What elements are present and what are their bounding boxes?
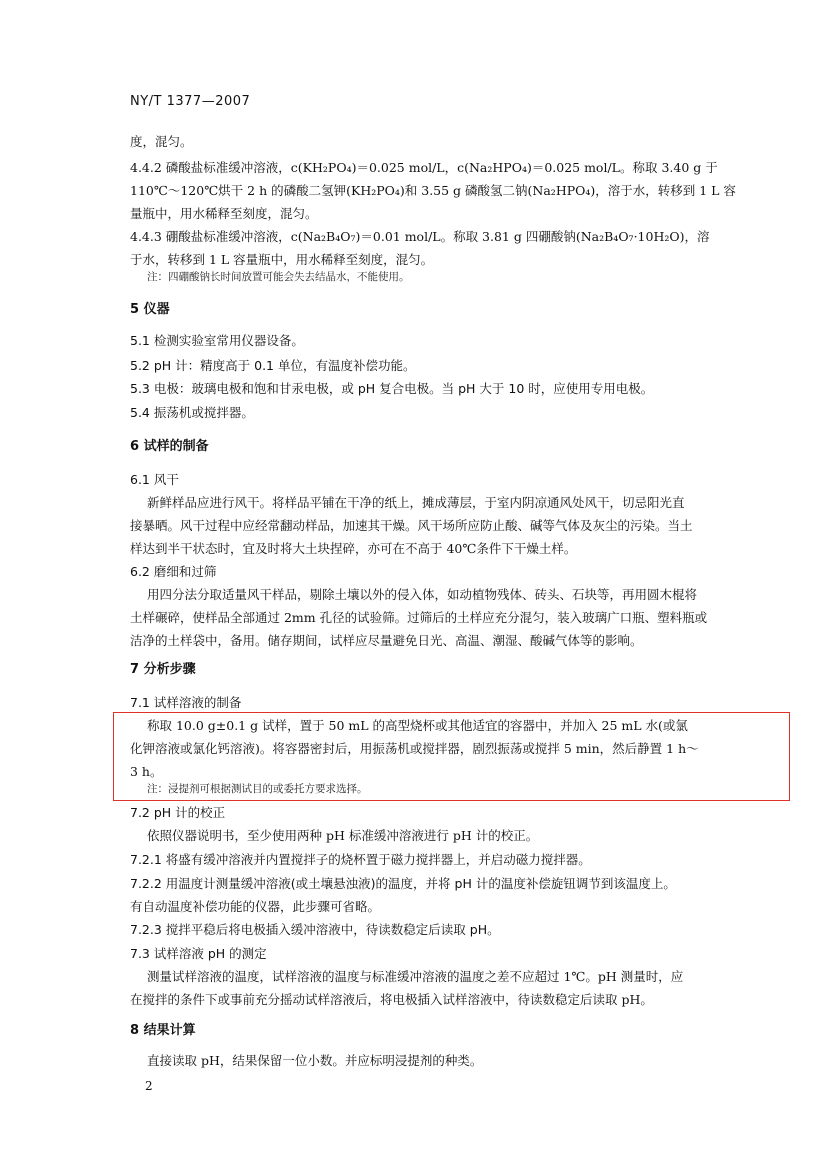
- text-line: 110℃～120℃烘干 2 h 的磷酸二氢钾(KH₂PO₄)和 3.55 g 磷酸氢二钠(Na₂HPO₄)，溶于水，转移到 1 L 容: [130, 183, 736, 198]
- standard-header: NY/T 1377—2007: [130, 94, 251, 109]
- text-line: 5.4 振荡机或搅拌器。: [130, 405, 254, 420]
- note-line: 注：浸提剂可根据测试目的或委托方要求选择。: [147, 783, 368, 795]
- text-line: 5.2 pH 计：精度高于 0.1 单位，有温度补偿功能。: [130, 358, 416, 373]
- text-line: 土样碾碎，使样品全部通过 2mm 孔径的试验筛。过筛后的土样应充分混匀，装入玻璃广口瓶、塑料瓶或: [130, 610, 708, 625]
- text-line: 7.2.1 将盛有缓冲溶液并内置搅拌子的烧杯置于磁力搅拌器上，并启动磁力搅拌器。: [130, 852, 591, 867]
- page-number: 2: [145, 1079, 153, 1093]
- text-line: 新鲜样品应进行风干。将样品平铺在干净的纸上，摊成薄层，于室内阴凉通风处风干，切忌阳光直: [147, 495, 685, 510]
- text-line: 依照仪器说明书，至少使用两种 pH 标准缓冲溶液进行 pH 计的校正。: [147, 828, 539, 843]
- text-line: 4.4.3 硼酸盐标准缓冲溶液，c(Na₂B₄O₇)＝0.01 mol/L。称取 3.81 g 四硼酸钠(Na₂B₄O₇·10H₂O)，溶: [130, 229, 710, 244]
- section-heading: 5 仪器: [130, 302, 170, 317]
- text-line: 量瓶中，用水稀释至刻度，混匀。: [130, 206, 318, 221]
- text-line: 于水，转移到 1 L 容量瓶中，用水稀释至刻度，混匀。: [130, 252, 434, 267]
- text-line: 接暴晒。风干过程中应经常翻动样品，加速其干燥。风干场所应防止酸、碱等气体及灰尘的污染。当土: [130, 518, 693, 533]
- section-heading: 7 分析步骤: [130, 662, 196, 677]
- text-line: 有自动温度补偿功能的仪器，此步骤可省略。: [130, 899, 381, 914]
- subsection-heading: 7.2 pH 计的校正: [130, 805, 226, 820]
- text-line: 化钾溶液或氯化钙溶液)。将容器密封后，用振荡机或搅拌器，剧烈振荡或搅拌 5 min，然后静置 1 h～: [130, 741, 699, 756]
- text-line: 度，混匀。: [130, 134, 193, 149]
- subsection-heading: 7.1 试样溶液的制备: [130, 695, 242, 710]
- note-line: 注：四硼酸钠长时间放置可能会失去结晶水，不能使用。: [147, 271, 410, 283]
- section-heading: 6 试样的制备: [130, 439, 209, 454]
- text-line: 称取 10.0 g±0.1 g 试样，置于 50 mL 的高型烧杯或其他适宜的容器中，并加入 25 mL 水(或氯: [147, 718, 688, 733]
- text-line: 测量试样溶液的温度，试样溶液的温度与标准缓冲溶液的温度之差不应超过 1℃。pH 测量时，应: [147, 969, 684, 984]
- subsection-heading: 6.1 风干: [130, 472, 179, 487]
- text-line: 用四分法分取适量风干样品，剔除土壤以外的侵入体，如动植物残体、砖头、石块等，再用圆木棍将: [147, 587, 698, 602]
- text-line: 5.1 检测实验室常用仪器设备。: [130, 333, 304, 348]
- text-line: 样达到半干状态时，宜及时将大土块捏碎，亦可在不高于 40℃条件下干燥土样。: [130, 541, 577, 556]
- text-line: 7.2.2 用温度计测量缓冲溶液(或土壤悬浊液)的温度，并将 pH 计的温度补偿旋钮调节到该温度上。: [130, 876, 676, 891]
- text-line: 5.3 电极：玻璃电极和饱和甘汞电极，或 pH 复合电极。当 pH 大于 10 时，应使用专用电极。: [130, 381, 654, 396]
- text-line: 洁净的土样袋中，备用。储存期间，试样应尽量避免日光、高温、潮湿、酸碱气体等的影响。: [130, 633, 643, 648]
- section-heading: 8 结果计算: [130, 1023, 196, 1038]
- text-line: 4.4.2 磷酸盐标准缓冲溶液，c(KH₂PO₄)＝0.025 mol/L，c(Na₂HPO₄)＝0.025 mol/L。称取 3.40 g 于: [130, 160, 718, 175]
- text-line: 直接读取 pH，结果保留一位小数。并应标明浸提剂的种类。: [147, 1053, 483, 1068]
- text-line: 3 h。: [130, 764, 163, 779]
- subsection-heading: 7.3 试样溶液 pH 的测定: [130, 946, 267, 961]
- text-line: 在搅拌的条件下或事前充分摇动试样溶液后，将电极插入试样溶液中，待读数稳定后读取 pH。: [130, 992, 653, 1007]
- text-line: 7.2.3 搅拌平稳后将电极插入缓冲溶液中，待读数稳定后读取 pH。: [130, 922, 500, 937]
- subsection-heading: 6.2 磨细和过筛: [130, 564, 217, 579]
